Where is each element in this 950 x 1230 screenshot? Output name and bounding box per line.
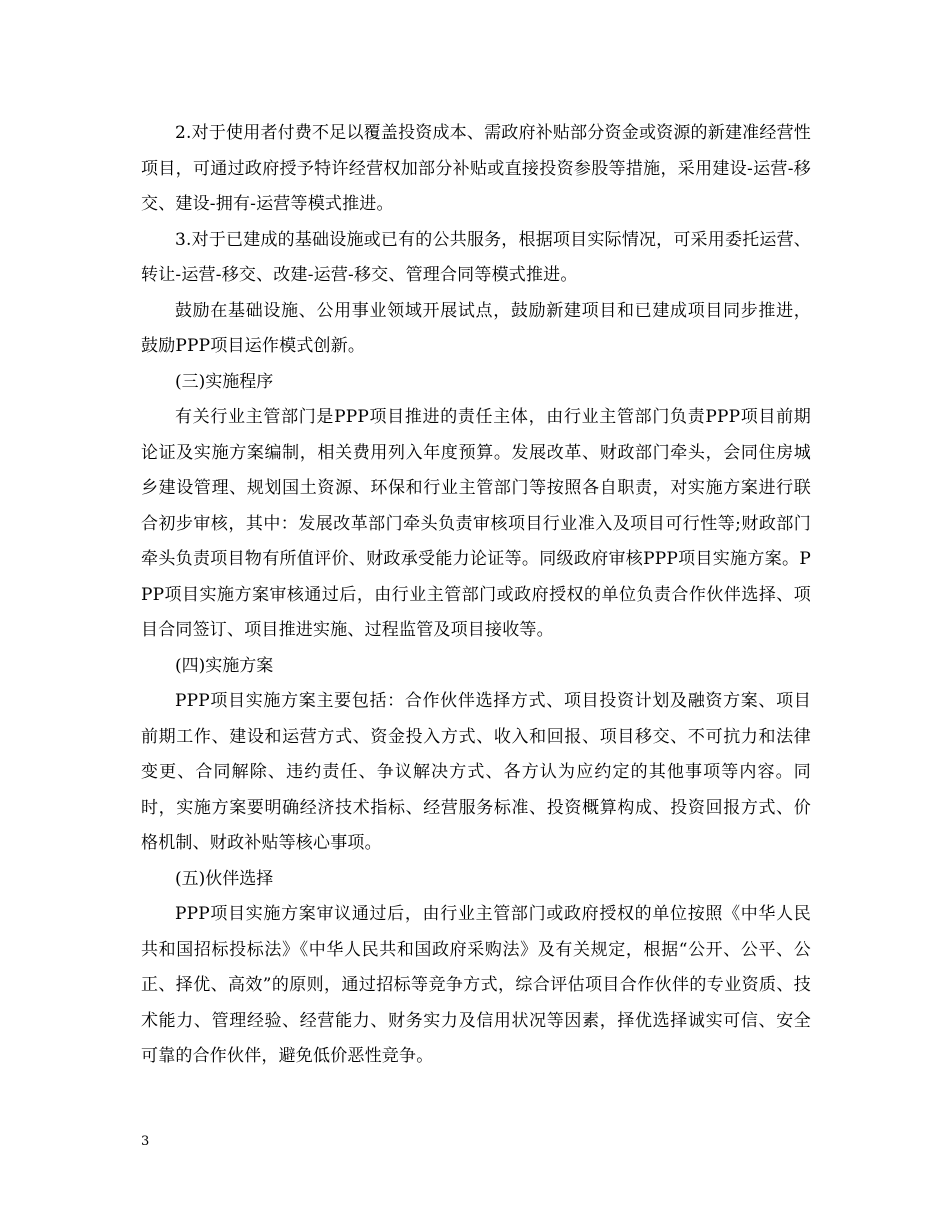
paragraph-implementation-procedure: 有关行业主管部门是PPP项目推进的责任主体，由行业主管部门负责PPP项目前期论证及实施方案编制，相关费用列入年度预算。发展改革、财政部门牵头，会同住房城乡建设管理、规划国土资源、环保和行业主管部门等按照各自职责，对实施方案进行联合初步审核，其中：发展改革部门牵头负责审核项目行业准入及项目可行性等;财政部门牵头负责项目物有所值评价、财政承受能力论证等。同级政府审核PPP项目实施方案。PPP项目实施方案审核通过后，由行业主管部门或政府授权的单位负责合作伙伴选择、项目合同签订、项目推进实施、过程监管及项目接收等。: [141, 407, 811, 640]
paragraph-existing-infrastructure: 3.对于已建成的基础设施或已有的公共服务，根据项目实际情况，可采用委托运营、转让-运营-移交、改建-运营-移交、管理合同等模式推进。: [141, 229, 811, 285]
paragraph-encourage-pilots: 鼓励在基础设施、公用事业领域开展试点，鼓励新建项目和已建成项目同步推进，鼓励PPP项目运作模式创新。: [141, 300, 811, 356]
heading-implementation-plan: (四)实施方案: [175, 655, 274, 676]
document-body: [141, 116, 811, 1075]
heading-implementation-procedure: (三)实施程序: [175, 371, 274, 392]
paragraph-implementation-plan: PPP项目实施方案主要包括：合作伙伴选择方式、项目投资计划及融资方案、项目前期工作、建设和运营方式、资金投入方式、收入和回报、项目移交、不可抗力和法律变更、合同解除、违约责任、争议解决方式、各方认为应约定的其他事项等内容。同时，实施方案要明确经济技术指标、经营服务标准、投资概算构成、投资回报方式、价格机制、财政补贴等核心事项。: [141, 691, 811, 853]
paragraph-partner-selection: PPP项目实施方案审议通过后，由行业主管部门或政府授权的单位按照《中华人民共和国招标投标法》《中华人民共和国政府采购法》及有关规定，根据“公开、公平、公正、择优、高效”的原则，通过招标等竞争方式，综合评估项目合作伙伴的专业资质、技术能力、管理经验、经营能力、财务实力及信用状况等因素，择优选择诚实可信、安全可靠的合作伙伴，避免低价恶性竞争。: [141, 904, 811, 1066]
paragraph-user-pays-insufficient: 2.对于使用者付费不足以覆盖投资成本、需政府补贴部分资金或资源的新建准经营性项目，可通过政府授予特许经营权加部分补贴或直接投资参股等措施，采用建设-运营-移交、建设-拥有-运营等模式推进。: [141, 123, 811, 214]
page-number: 3: [141, 1134, 150, 1149]
heading-partner-selection: (五)伙伴选择: [175, 868, 274, 889]
